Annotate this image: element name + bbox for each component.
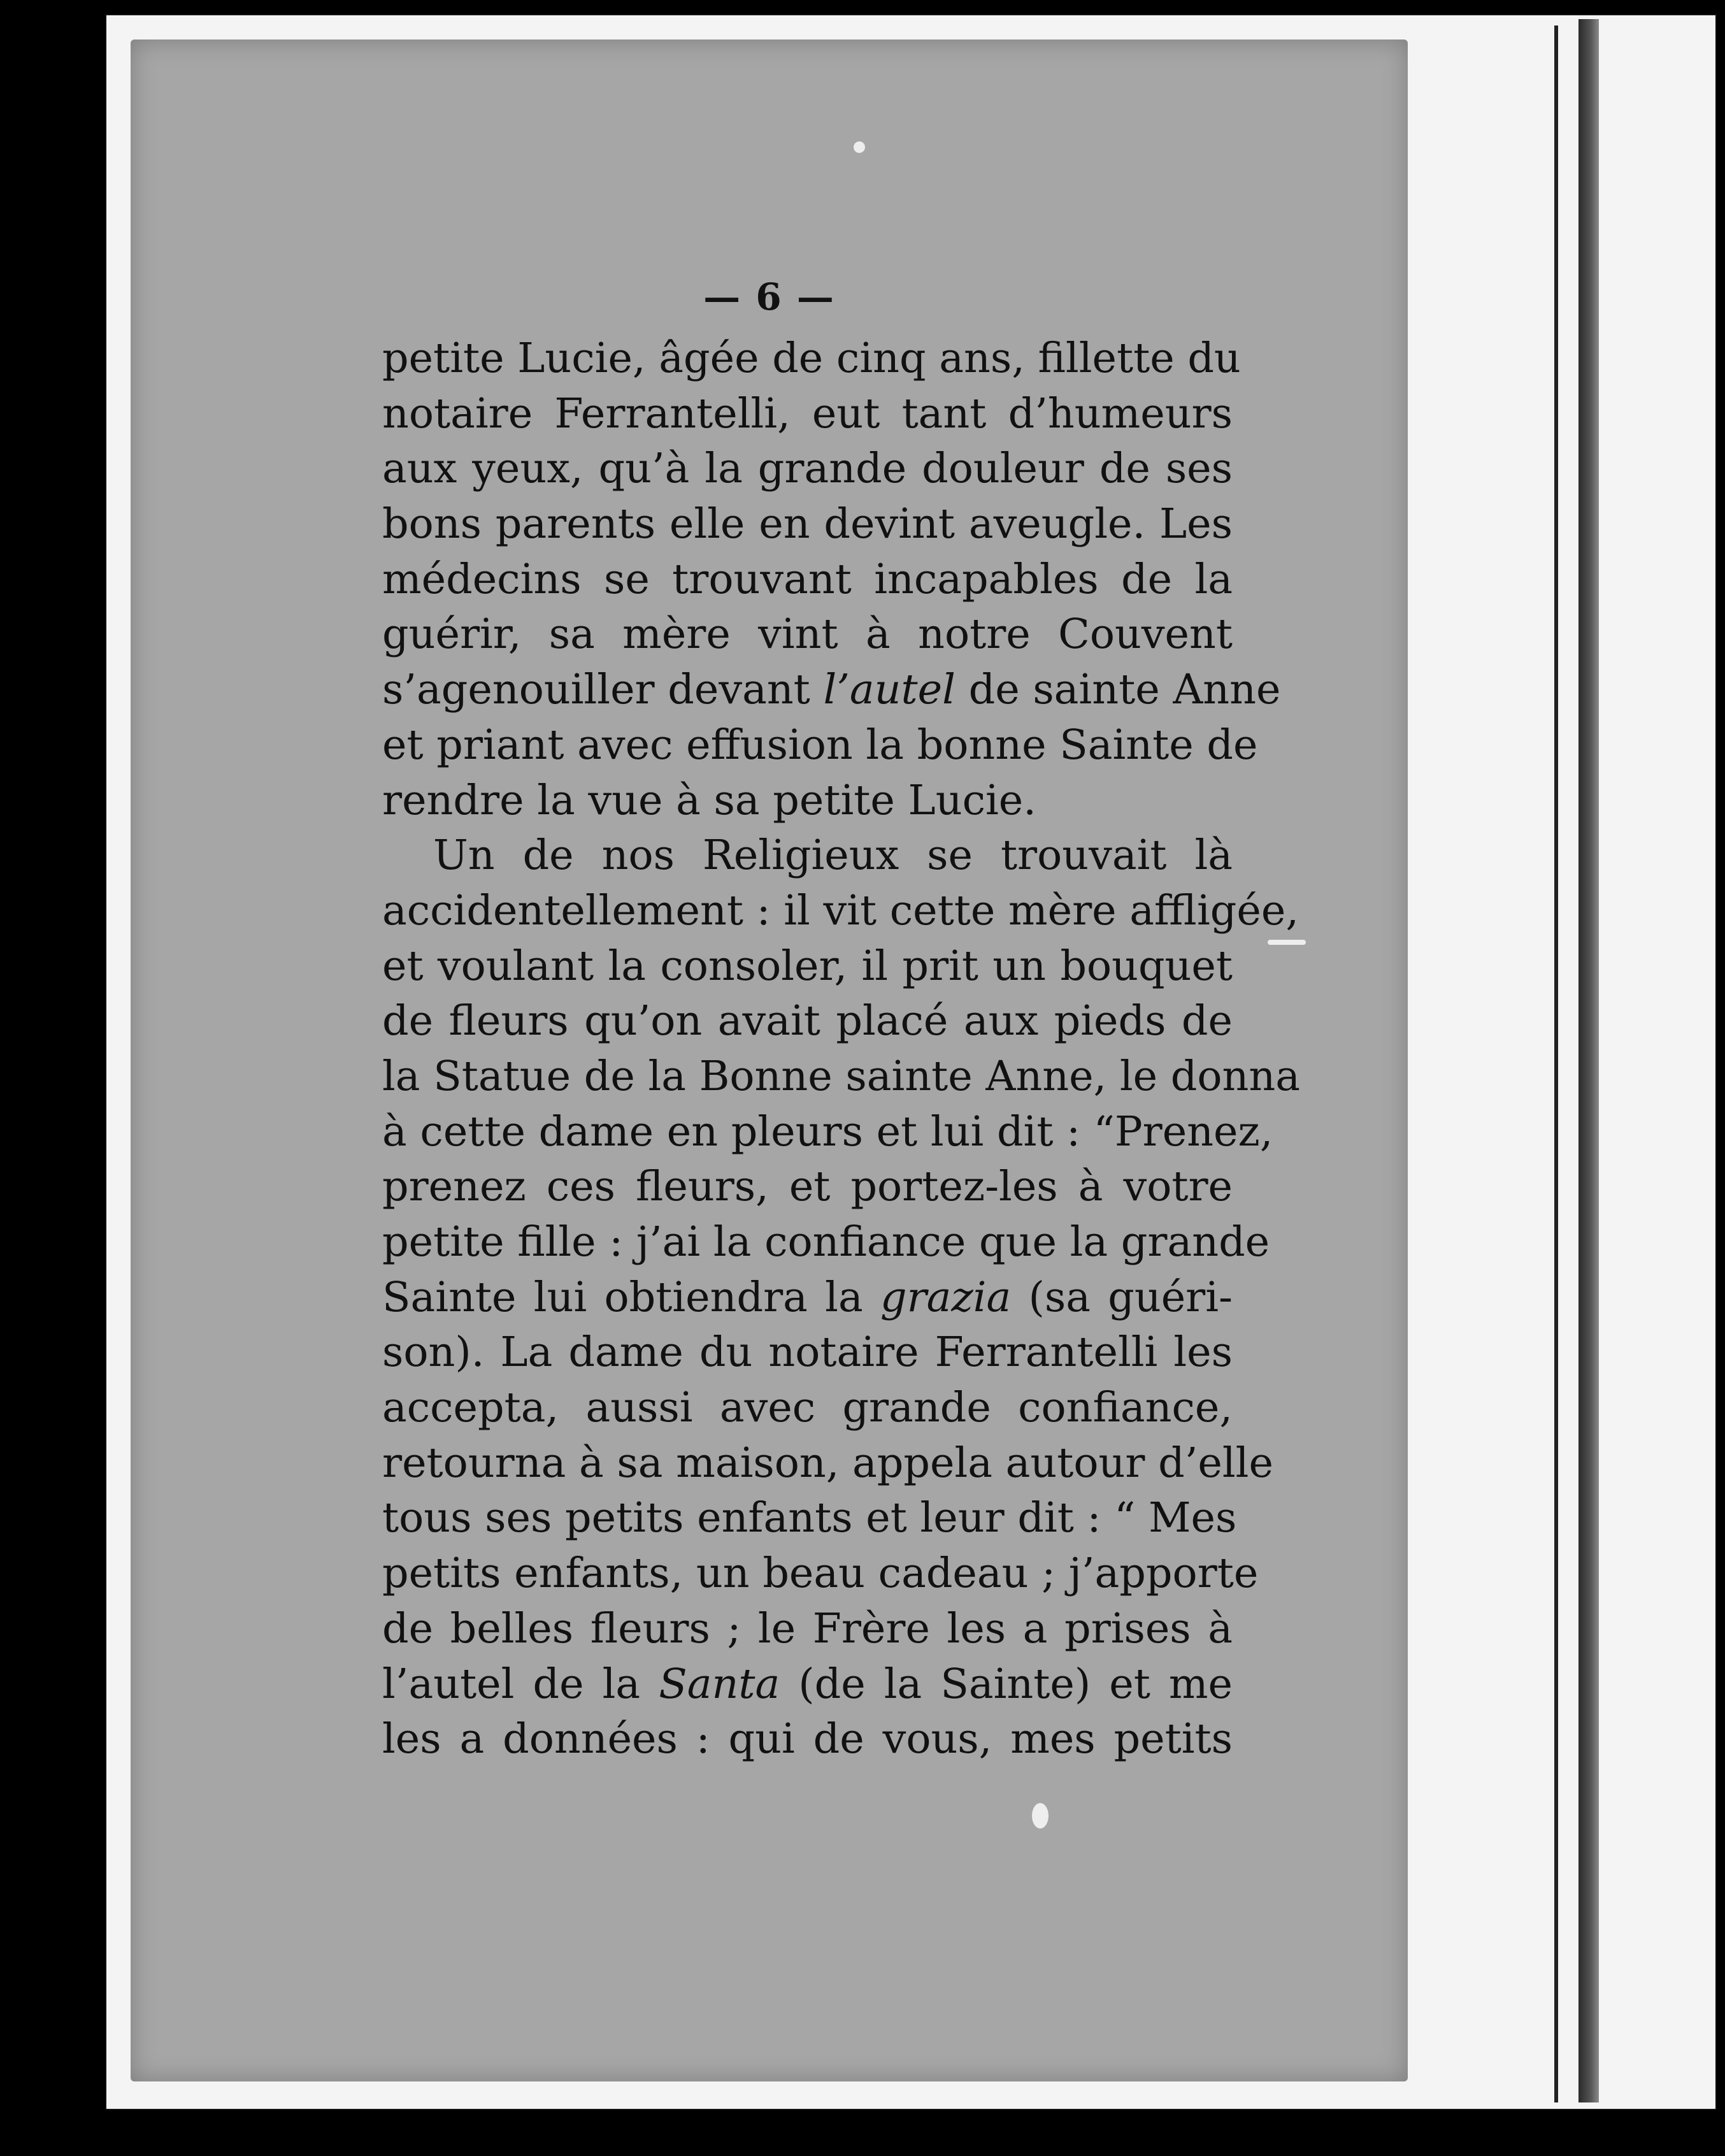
text-run: de fleurs qu’on avait placé aux pieds de: [382, 997, 1233, 1046]
body-text: [382, 331, 1301, 1767]
text-run: rendre la vue à sa petite Lucie.: [382, 776, 1036, 824]
binding-edge: [1578, 19, 1599, 2102]
text-line: [382, 552, 1233, 608]
text-line: [382, 1602, 1233, 1657]
text-run: petits enfants, un beau cadeau ; j’apporte: [382, 1549, 1259, 1598]
text-line: [382, 1546, 1259, 1602]
text-line: [382, 884, 1299, 939]
text-run: retourna à sa maison, appela autour d’elle: [382, 1439, 1273, 1487]
text-line: [382, 1049, 1301, 1105]
text-run: accidentellement : il vit cette mère affligée,: [382, 886, 1299, 935]
text-line: [382, 663, 1281, 718]
text-run: prenez ces fleurs, et portez-les à votre: [382, 1163, 1233, 1211]
italic-text: Santa: [659, 1660, 780, 1708]
text-run: tous ses petits enfants et leur dit : “ Mes: [382, 1494, 1237, 1542]
scan-speck: [1032, 1803, 1049, 1829]
text-line: [382, 387, 1233, 442]
page-number: — 6 —: [703, 275, 835, 319]
text-line: [382, 1325, 1233, 1381]
text-run: s’agenouiller devant: [382, 666, 824, 714]
text-line: [382, 607, 1233, 663]
text-run: les a données : qui de vous, mes petits: [382, 1715, 1233, 1764]
text-run: la Statue de la Bonne sainte Anne, le donna: [382, 1052, 1301, 1100]
text-line: [382, 497, 1233, 552]
text-line: [382, 718, 1258, 773]
page-edge-line: [1554, 25, 1558, 2102]
text-line: [382, 773, 1233, 829]
text-line: [382, 1160, 1233, 1215]
text-run: et priant avec effusion la bonne Sainte de: [382, 721, 1258, 769]
text-run: Un de nos Religieux se trouvait là: [433, 831, 1233, 880]
text-line: [382, 1657, 1233, 1713]
text-line: [382, 1436, 1273, 1491]
text-run: guérir, sa mère vint à notre Couvent: [382, 610, 1233, 659]
italic-text: grazia: [880, 1273, 1012, 1321]
text-run: de belles fleurs ; le Frère les a prises à: [382, 1604, 1233, 1653]
text-line: [382, 331, 1241, 387]
text-run: aux yeux, qu’à la grande douleur de ses: [382, 445, 1233, 493]
text-line: [382, 442, 1233, 497]
text-line: [382, 1491, 1237, 1546]
text-line: [382, 1381, 1233, 1436]
text-line: [382, 1712, 1233, 1767]
text-run: notaire Ferrantelli, eut tant d’humeurs: [382, 389, 1233, 438]
text-line: [382, 1105, 1273, 1160]
text-run: médecins se trouvant incapables de la: [382, 555, 1233, 603]
text-line: [382, 1215, 1270, 1270]
text-run: (sa guéri-: [1011, 1273, 1233, 1321]
text-run: petite Lucie, âgée de cinq ans, fillette du: [382, 334, 1241, 382]
text-line: [382, 994, 1233, 1049]
text-run: l’autel de la: [382, 1660, 659, 1708]
text-run: son). La dame du notaire Ferrantelli les: [382, 1328, 1233, 1377]
text-line: [382, 828, 1233, 884]
text-line: [382, 939, 1233, 995]
text-run: bons parents elle en devint aveugle. Les: [382, 500, 1233, 549]
scan-speck: [1268, 940, 1306, 945]
text-run: à cette dame en pleurs et lui dit : “Prenez,: [382, 1107, 1273, 1156]
text-line: [382, 1270, 1233, 1326]
italic-text: l’autel: [823, 666, 956, 714]
text-run: de sainte Anne: [955, 666, 1281, 714]
text-run: accepta, aussi avec grande confiance,: [382, 1384, 1233, 1432]
text-run: (de la Sainte) et me: [780, 1660, 1233, 1708]
text-run: et voulant la consoler, il prit un bouquet: [382, 942, 1233, 990]
scan-speck: [854, 141, 865, 153]
text-run: petite fille : j’ai la confiance que la grande: [382, 1218, 1270, 1266]
text-run: Sainte lui obtiendra la: [382, 1273, 880, 1321]
